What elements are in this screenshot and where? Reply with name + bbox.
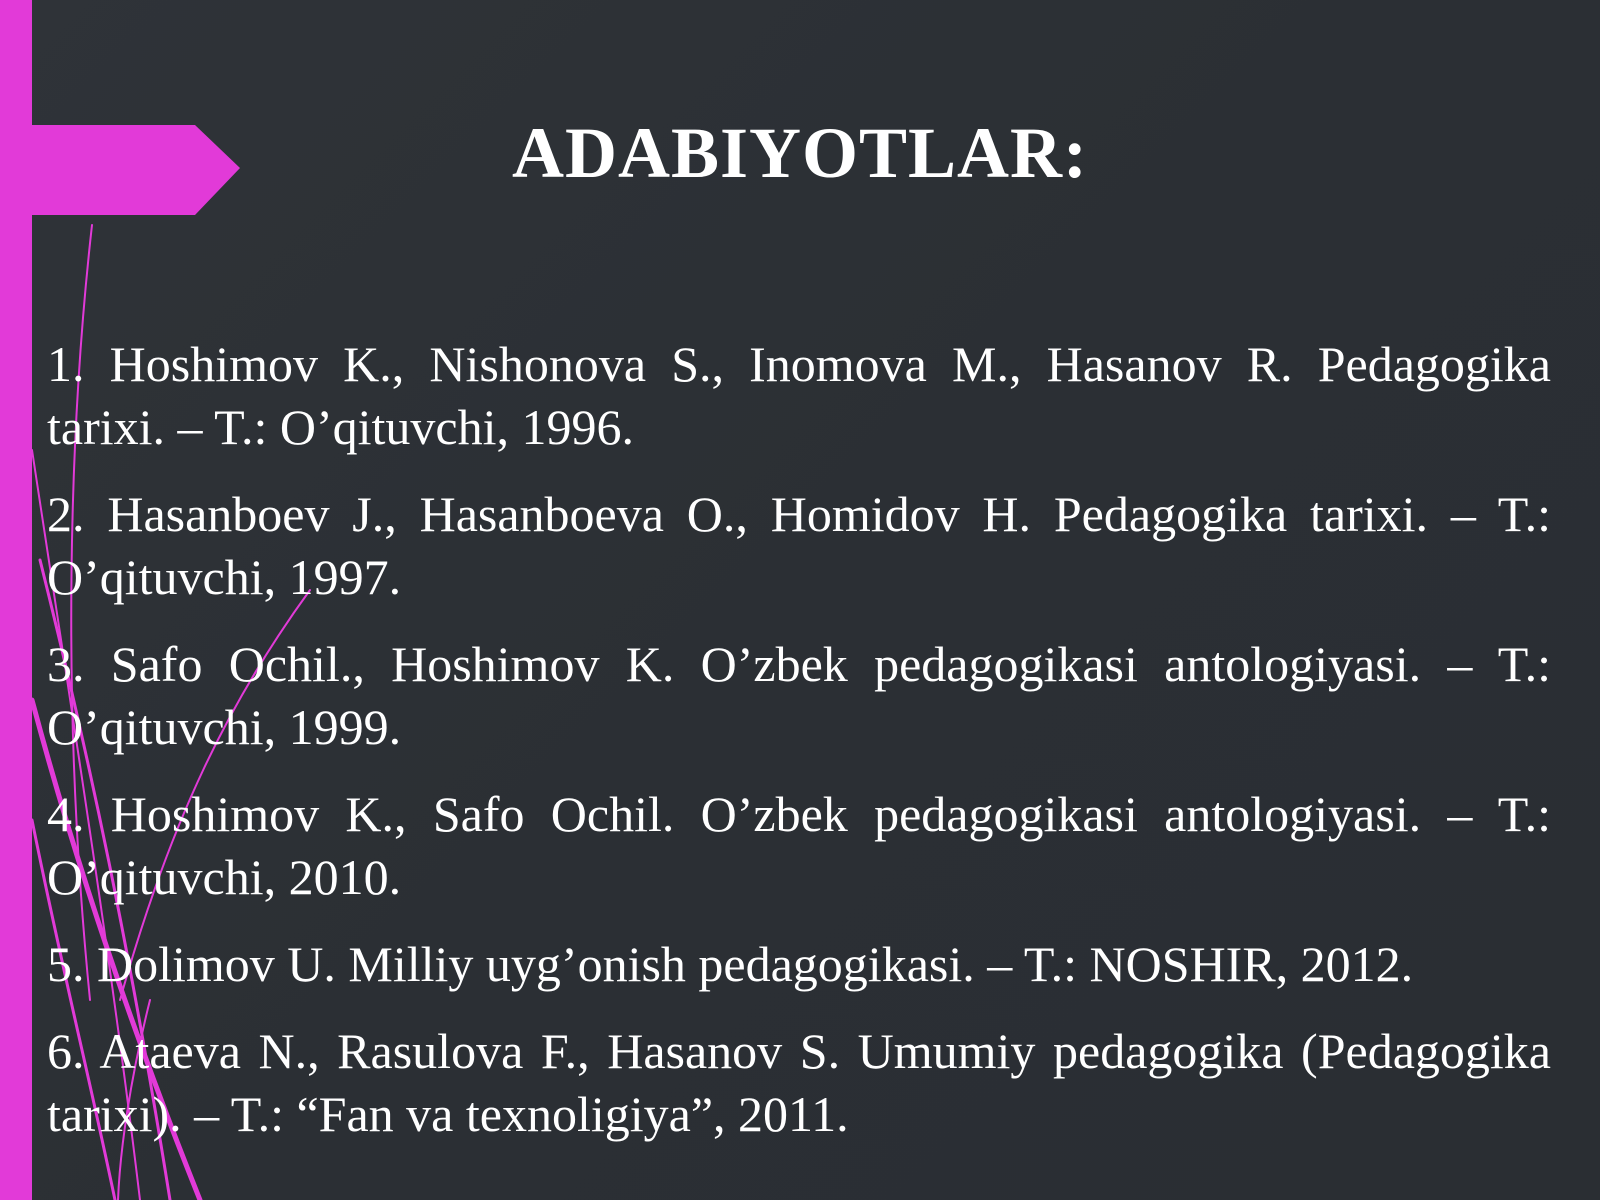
reference-item: 4. Hoshimov K., Safo Ochil. O’zbek pedagogikasi antologiyasi. – T.: O’qituvchi, 2010. [47, 786, 1551, 905]
slide-title: ADABIYOTLAR: [511, 113, 1089, 193]
reference-item: 1. Hoshimov K., Nishonova S., Inomova M., Hasanov R. Pedagogika tarixi. – T.: O’qituvchi, 1996. [47, 336, 1551, 455]
reference-item: 5. Dolimov U. Milliy uyg’onish pedagogikasi. – T.: NOSHIR, 2012. [47, 936, 1414, 992]
reference-list [47, 333, 1551, 1170]
reference-item: 6. Ataeva N., Rasulova F., Hasanov S. Umumiy pedagogika (Pedagogika tarixi). – T.: “Fan va texnoligiya”, 2011. [47, 1023, 1551, 1142]
reference-item: 2. Hasanboev J., Hasanboeva O., Homidov H. Pedagogika tarixi. – T.: O’qituvchi, 1997. [47, 486, 1551, 605]
title-arrow-tab [0, 125, 240, 215]
reference-item: 3. Safo Ochil., Hoshimov K. O’zbek pedagogikasi antologiyasi. – T.: O’qituvchi, 1999. [47, 636, 1551, 755]
